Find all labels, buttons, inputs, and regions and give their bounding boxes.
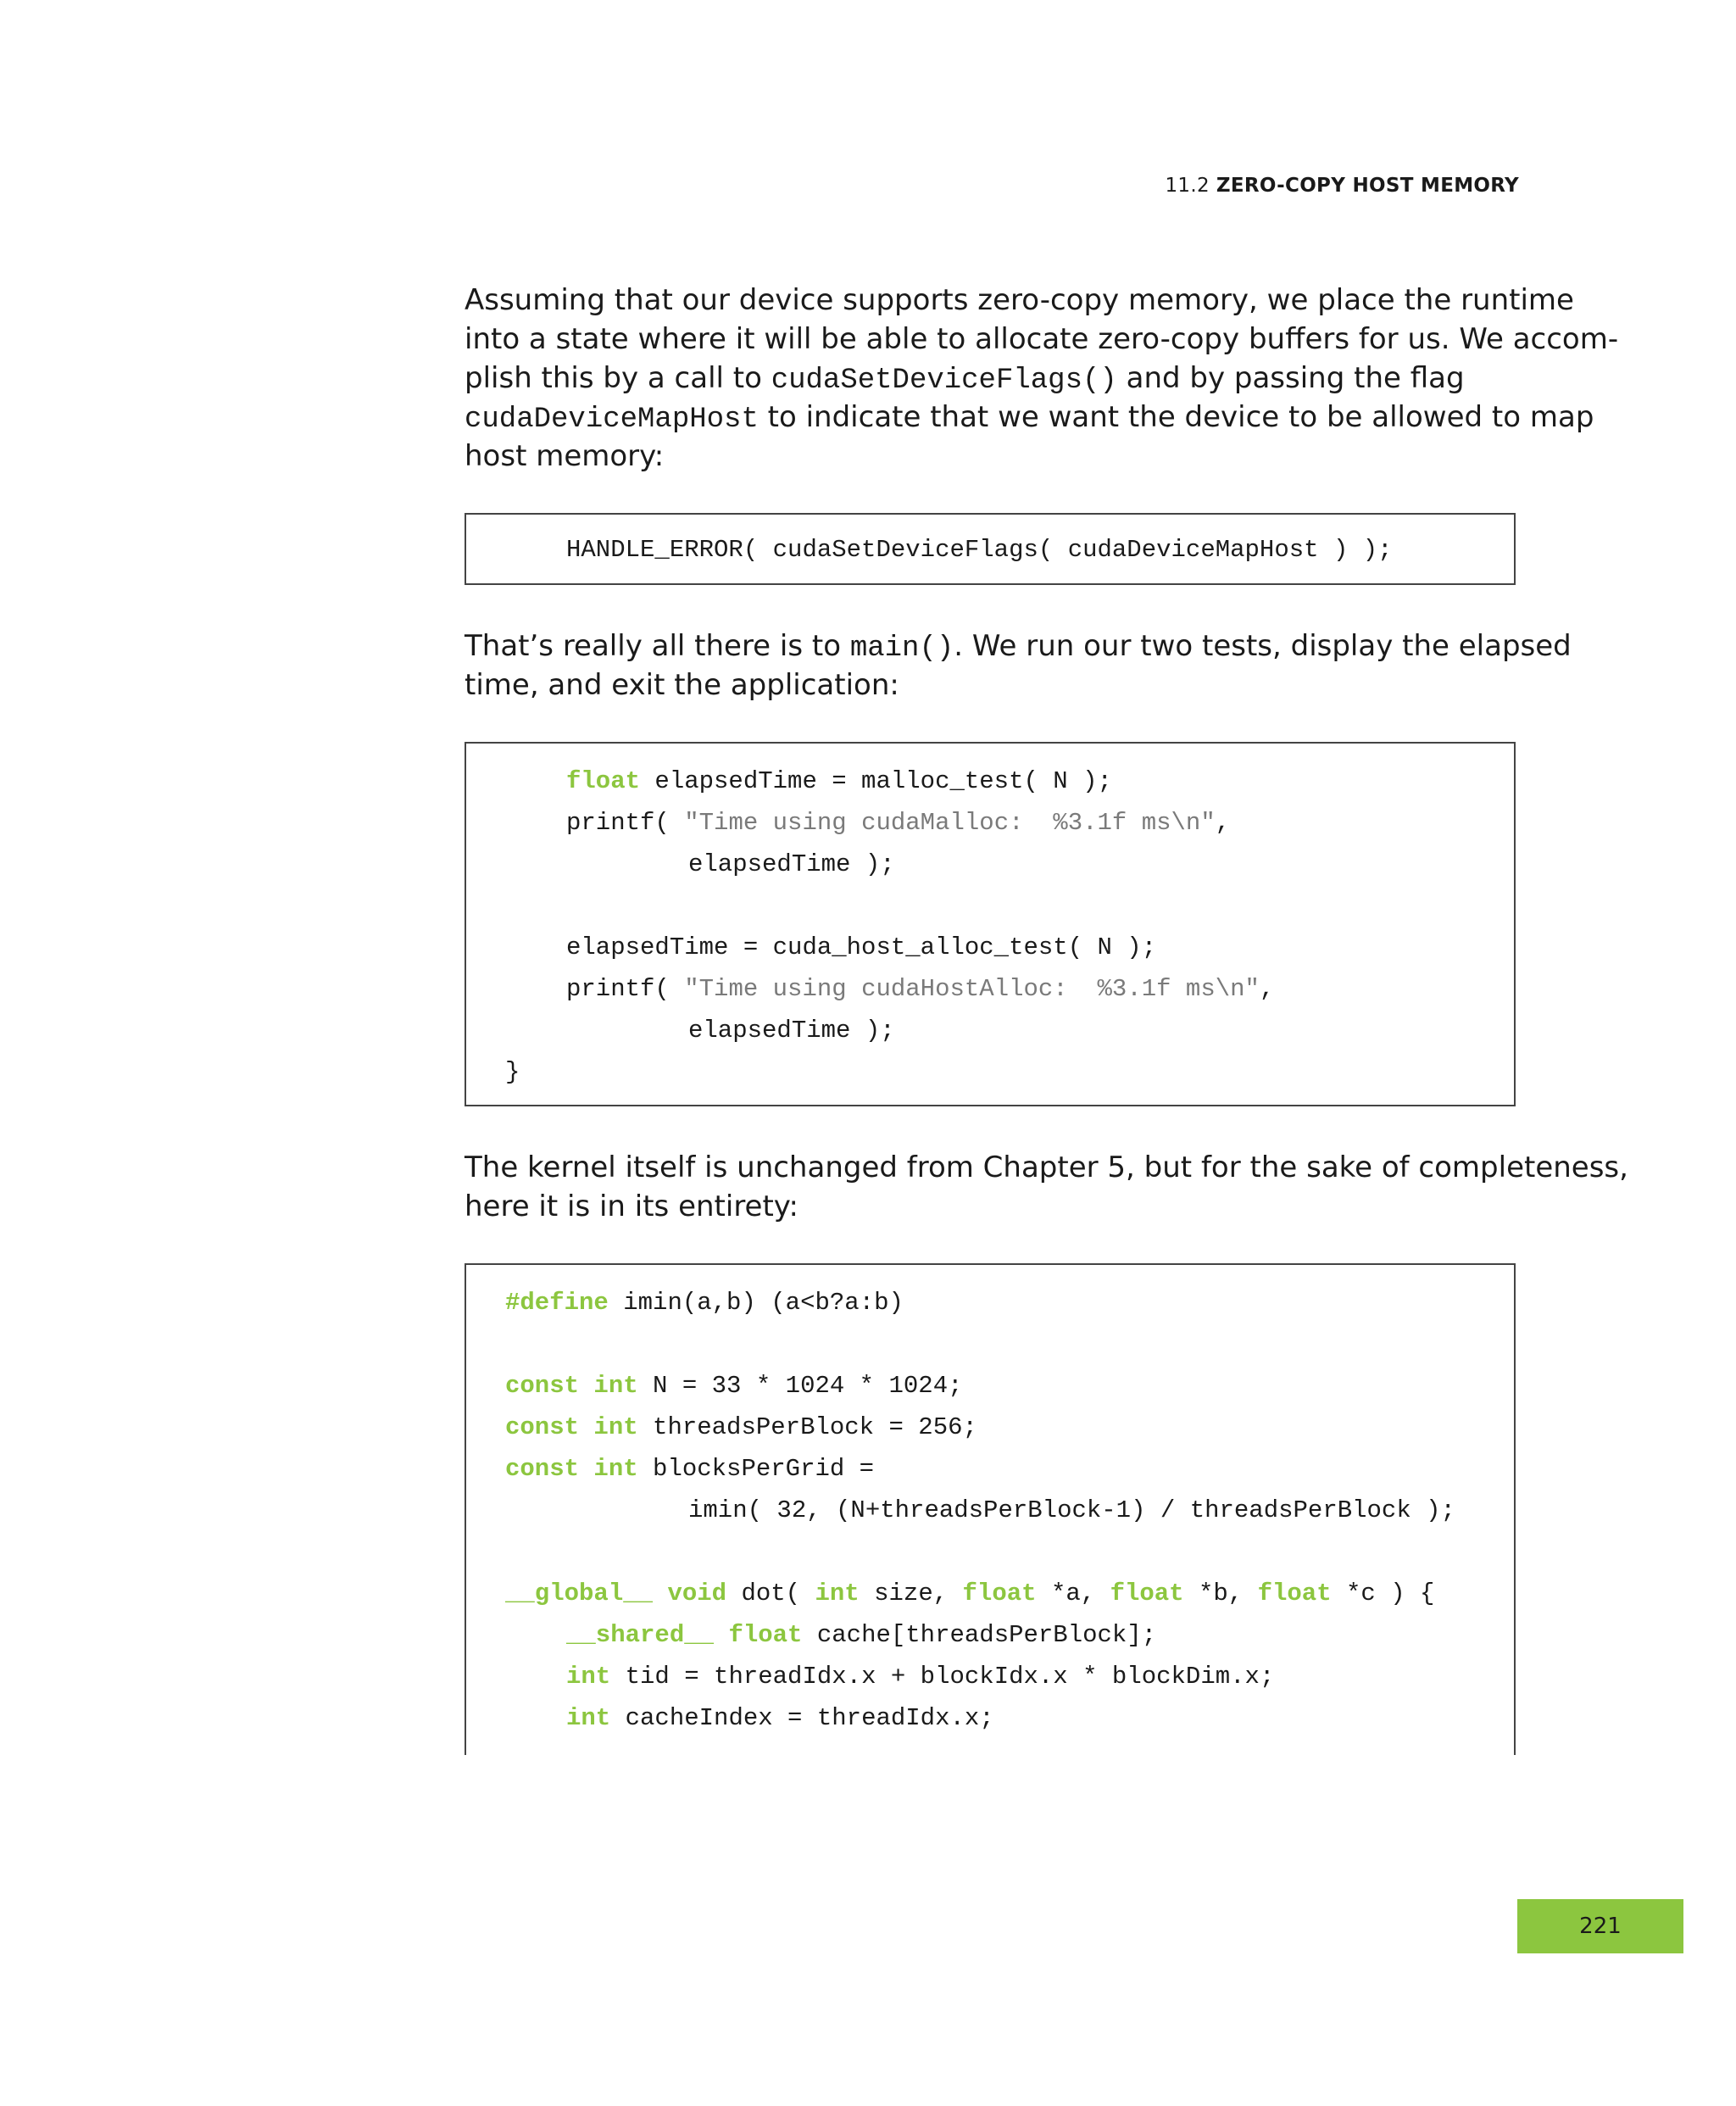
code-text: size, — [859, 1580, 963, 1607]
code-line-blank — [466, 1323, 1514, 1365]
paragraph-line: time, and exit the application: — [465, 668, 899, 702]
code-line: elapsedTime ); — [688, 1017, 895, 1045]
code-keyword: int — [593, 1372, 638, 1400]
text-run: plish this by a call to — [465, 361, 771, 395]
code-keyword: int — [815, 1580, 860, 1607]
code-text: *b, — [1183, 1580, 1258, 1607]
code-keyword: const — [505, 1372, 580, 1400]
paragraph-line: Assuming that our device supports zero-copy memory, we place the runtime — [465, 283, 1574, 317]
code-keyword: int — [593, 1455, 638, 1483]
code-line: imin( 32, (N+threadsPerBlock-1) / threadsPerBlock ); — [688, 1496, 1455, 1524]
code-line — [466, 1697, 1514, 1739]
code-keyword: float — [962, 1580, 1037, 1607]
code-block-kernel — [465, 1263, 1516, 1755]
text-run: . We run our two tests, display the elapsed — [954, 629, 1572, 663]
paragraph-intro — [465, 281, 1619, 476]
text-run: and by passing the flag — [1116, 361, 1465, 395]
code-keyword: int — [566, 1663, 611, 1691]
code-line-blank — [466, 885, 1514, 927]
inline-code: cudaSetDeviceFlags() — [771, 365, 1117, 397]
text-run: to indicate that we want the device to be allowed to map — [758, 400, 1594, 434]
code-keyword: void — [667, 1580, 727, 1607]
code-text: , — [1215, 809, 1231, 837]
paragraph-kernel — [465, 1148, 1628, 1226]
section-number: 11.2 — [1165, 175, 1210, 197]
paragraph-line: host memory: — [465, 439, 665, 473]
inline-code: cudaDeviceMapHost — [465, 404, 759, 436]
paragraph-line: into a state where it will be able to allocate zero-copy buffers for us. We accom- — [465, 322, 1619, 356]
code-text: *c ) { — [1331, 1580, 1435, 1607]
code-line — [466, 1614, 1514, 1656]
code-keyword: int — [566, 1704, 611, 1732]
section-title: ZERO-COPY HOST MEMORY — [1216, 175, 1519, 197]
code-keyword: int — [593, 1413, 638, 1441]
page-number: 221 — [1517, 1899, 1683, 1953]
code-line — [466, 1656, 1514, 1697]
code-block-set-flags — [465, 513, 1516, 585]
code-keyword: const — [505, 1413, 580, 1441]
code-line — [466, 1282, 1514, 1323]
code-line: } — [505, 1058, 520, 1086]
code-text: , — [1259, 975, 1275, 1003]
code-text: cache[threadsPerBlock]; — [802, 1621, 1157, 1649]
running-head — [1165, 175, 1519, 197]
code-keyword: float — [1257, 1580, 1332, 1607]
code-text: N = 33 * 1024 * 1024; — [637, 1372, 963, 1400]
code-text: imin(a,b) (a<b?a:b) — [608, 1289, 904, 1317]
code-text: printf( — [566, 975, 685, 1003]
code-line — [466, 802, 1514, 844]
code-keyword: float — [728, 1621, 803, 1649]
code-keyword: float — [1110, 1580, 1184, 1607]
code-block-main-tests — [465, 742, 1516, 1106]
code-line: elapsedTime ); — [688, 850, 895, 878]
code-text: blocksPerGrid = — [637, 1455, 875, 1483]
code-keyword: __global__ — [505, 1580, 654, 1607]
code-keyword: const — [505, 1455, 580, 1483]
code-line — [466, 1448, 1514, 1490]
code-string: "Time using cudaHostAlloc: %3.1f ms\n" — [684, 975, 1260, 1003]
paragraph-line — [465, 398, 1594, 437]
code-text: elapsedTime = malloc_test( N ); — [640, 767, 1112, 795]
code-line: HANDLE_ERROR( cudaSetDeviceFlags( cudaDeviceMapHost ) ); — [566, 536, 1393, 564]
code-line — [466, 1407, 1514, 1448]
code-text: printf( — [566, 809, 685, 837]
code-text: cacheIndex = threadIdx.x; — [610, 1704, 994, 1732]
code-keyword: float — [566, 767, 641, 795]
text-run: That’s really all there is to — [465, 629, 850, 663]
code-text: threadsPerBlock = 256; — [637, 1413, 977, 1441]
code-text: dot( — [726, 1580, 815, 1607]
code-text: tid = threadIdx.x + blockIdx.x * blockDim.x; — [610, 1663, 1275, 1691]
code-line — [466, 1573, 1514, 1614]
code-keyword: __shared__ — [566, 1621, 715, 1649]
paragraph-line: here it is in its entirety: — [465, 1190, 798, 1223]
paragraph-main — [465, 627, 1572, 705]
code-string: "Time using cudaMalloc: %3.1f ms\n" — [684, 809, 1216, 837]
paragraph-line — [465, 359, 1519, 398]
code-line-blank — [466, 1531, 1514, 1573]
code-text: *a, — [1036, 1580, 1110, 1607]
code-line: elapsedTime = cuda_host_alloc_test( N ); — [566, 933, 1157, 961]
code-keyword: #define — [505, 1289, 609, 1317]
paragraph-line: The kernel itself is unchanged from Chapter 5, but for the sake of completeness, — [465, 1150, 1628, 1184]
code-line — [466, 968, 1514, 1010]
inline-code: main() — [849, 632, 954, 665]
code-line — [466, 760, 1514, 802]
code-line — [466, 1365, 1514, 1407]
paragraph-line — [465, 627, 1572, 666]
